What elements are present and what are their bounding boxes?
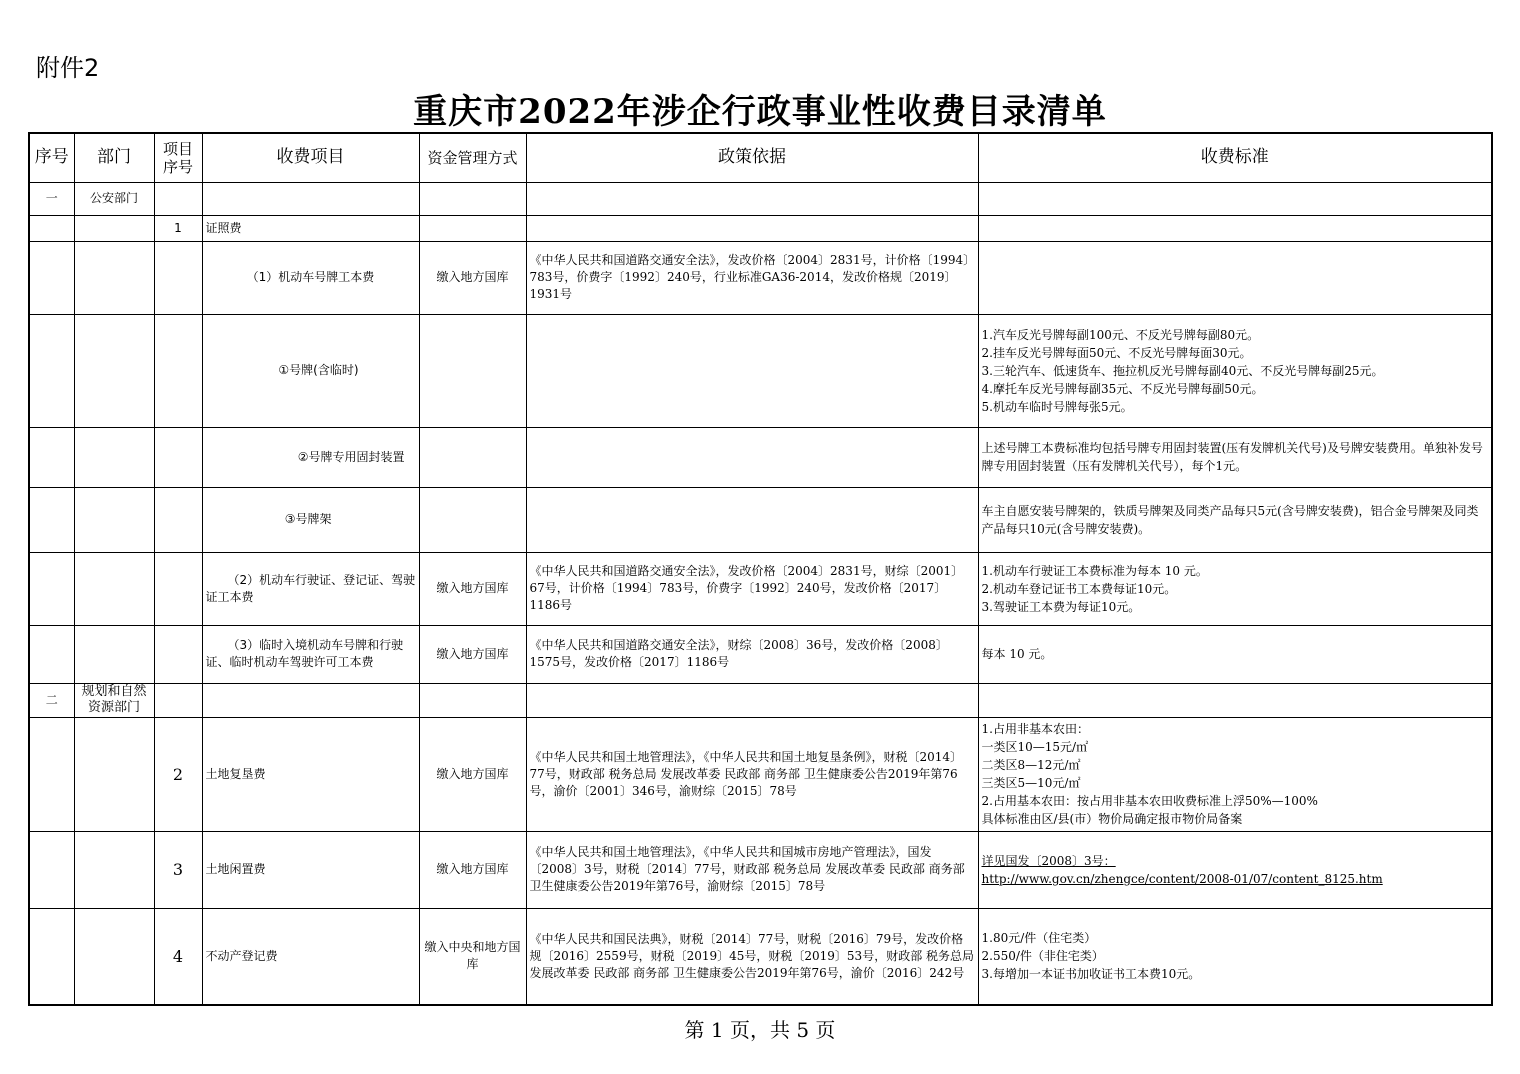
- table-row: [29, 314, 1492, 427]
- row-fund: 缴入地方国库: [419, 552, 526, 625]
- row-fund: 缴入地方国库: [419, 625, 526, 683]
- header-standard: 收费标准: [978, 133, 1492, 182]
- header-item-seq: 项目序号: [154, 133, 202, 182]
- header-seq: 序号: [29, 133, 74, 182]
- standard-reference: 详见国发〔2008〕3号：: [981, 853, 1116, 868]
- table-row: [29, 831, 1492, 908]
- row-policy: 《中华人民共和国民法典》，财税〔2014〕77号，财税〔2016〕79号，发改价格规〔2016〕2559号，财税〔2019〕45号，财税〔2019〕53号，财政部 税务总局 发展改革委 民政部 商务部 卫生健康委公告2019年第76号，渝价〔2016〕242号: [526, 908, 978, 1005]
- fee-table: [28, 132, 1493, 1006]
- row-standard: [978, 831, 1492, 908]
- row-item: （2）机动车行驶证、登记证、驾驶证工本费: [202, 552, 419, 625]
- header-item: 收费项目: [202, 133, 419, 182]
- row-item: 土地复垦费: [202, 717, 419, 831]
- row-standard: 1.汽车反光号牌每副100元、不反光号牌每副80元。 2.挂车反光号牌每面50元、不反光号牌每面30元。 3.三轮汽车、低速货车、拖拉机反光号牌每副40元、不反光号牌每副25元。 4.摩托车反光号牌每副35元、不反光号牌每副50元。 5.机动车临时号牌每张5元。: [978, 314, 1492, 427]
- row-policy: 《中华人民共和国道路交通安全法》，财综〔2008〕36号，发改价格〔2008〕1575号，发改价格〔2017〕1186号: [526, 625, 978, 683]
- row-policy: 《中华人民共和国土地管理法》，《中华人民共和国城市房地产管理法》，国发〔2008〕3号，财税〔2014〕77号，财政部 税务总局 发展改革委 民政部 商务部 卫生健康委公告2019年第76号，渝财综〔2015〕78号: [526, 831, 978, 908]
- row-dept: 公安部门: [74, 182, 154, 215]
- row-item: （1）机动车号牌工本费: [202, 241, 419, 314]
- row-standard: 每本 10 元。: [978, 625, 1492, 683]
- row-fund: 缴入中央和地方国库: [419, 908, 526, 1005]
- attachment-label: 附件2: [36, 54, 100, 82]
- row-standard: 1.占用非基本农田： 一类区10—15元/㎡ 二类区8—12元/㎡ 三类区5—10元/㎡ 2.占用基本农田：按占用非基本农田收费标准上浮50%—100% 具体标准由区/县(市）物价局确定报市物价局备案: [978, 717, 1492, 831]
- table-row: [29, 552, 1492, 625]
- row-item: ②号牌专用固封装置: [202, 427, 419, 487]
- table-row: [29, 717, 1492, 831]
- table-row: [29, 487, 1492, 552]
- row-item: ①号牌(含临时): [202, 314, 419, 427]
- page-title: 重庆市2022年涉企行政事业性收费目录清单: [413, 92, 1107, 132]
- row-item: 证照费: [202, 215, 419, 241]
- row-policy: 《中华人民共和国道路交通安全法》，发改价格〔2004〕2831号，财综〔2001〕67号，计价格〔1994〕783号，价费字〔1992〕240号，发改价格〔2017〕1186号: [526, 552, 978, 625]
- page-footer: 第 1 页，共 5 页: [684, 1018, 836, 1042]
- row-standard: 1.80元/件（住宅类） 2.550/件（非住宅类） 3.每增加一本证书加收证书工本费10元。: [978, 908, 1492, 1005]
- row-item: 不动产登记费: [202, 908, 419, 1005]
- row-dept: 规划和自然资源部门: [74, 683, 154, 717]
- row-seq: 一: [29, 182, 74, 215]
- table-row: [29, 908, 1492, 1005]
- policy-link[interactable]: http://www.gov.cn/zhengce/content/2008-01/07/content_8125.htm: [981, 871, 1383, 886]
- header-policy: 政策依据: [526, 133, 978, 182]
- row-item-seq: 4: [154, 908, 202, 1005]
- table-row: [29, 427, 1492, 487]
- row-policy: 《中华人民共和国土地管理法》，《中华人民共和国土地复垦条例》，财税〔2014〕77号，财政部 税务总局 发展改革委 民政部 商务部 卫生健康委公告2019年第76号，渝价〔2001〕346号，渝财综〔2015〕78号: [526, 717, 978, 831]
- row-item: ③号牌架: [202, 487, 419, 552]
- row-item-seq: 2: [154, 717, 202, 831]
- row-item-seq: 1: [154, 215, 202, 241]
- row-item-seq: 3: [154, 831, 202, 908]
- row-standard: 车主自愿安装号牌架的，铁质号牌架及同类产品每只5元(含号牌安装费)，铝合金号牌架及同类产品每只10元(含号牌安装费)。: [978, 487, 1492, 552]
- table-row: [29, 683, 1492, 717]
- row-fund: 缴入地方国库: [419, 831, 526, 908]
- row-fund: 缴入地方国库: [419, 241, 526, 314]
- header-row: [29, 133, 1492, 182]
- table-row: [29, 215, 1492, 241]
- row-seq: 二: [29, 683, 74, 717]
- row-standard: 1.机动车行驶证工本费标准为每本 10 元。 2.机动车登记证书工本费每证10元。 3.驾驶证工本费为每证10元。: [978, 552, 1492, 625]
- header-fund: 资金管理方式: [419, 133, 526, 182]
- table-row: [29, 241, 1492, 314]
- row-item: （3）临时入境机动车号牌和行驶证、临时机动车驾驶许可工本费: [202, 625, 419, 683]
- header-dept: 部门: [74, 133, 154, 182]
- row-policy: 《中华人民共和国道路交通安全法》，发改价格〔2004〕2831号，计价格〔1994〕783号，价费字〔1992〕240号，行业标准GA36-2014，发改价格规〔2019〕1931号: [526, 241, 978, 314]
- table-row: [29, 182, 1492, 215]
- row-standard: 上述号牌工本费标准均包括号牌专用固封装置(压有发牌机关代号)及号牌安装费用。单独补发号牌专用固封装置（压有发牌机关代号），每个1元。: [978, 427, 1492, 487]
- row-item: 土地闲置费: [202, 831, 419, 908]
- table-row: [29, 625, 1492, 683]
- row-fund: 缴入地方国库: [419, 717, 526, 831]
